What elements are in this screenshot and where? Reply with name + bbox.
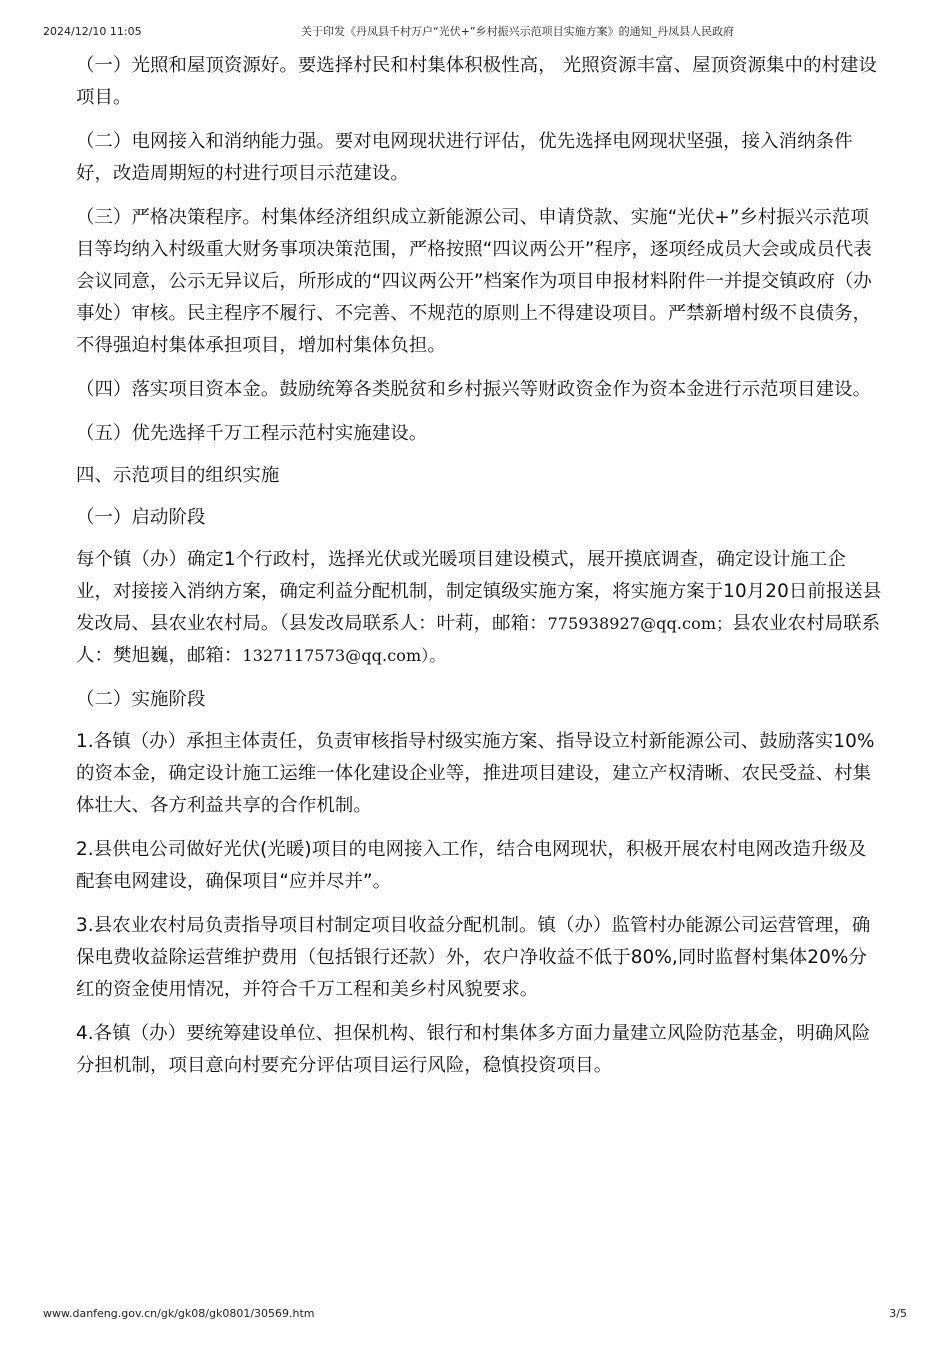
contact-email-agri-bureau: 1327117573@qq.com）。 — [242, 646, 446, 665]
section-heading-implementation: 四、示范项目的组织实施 — [76, 465, 280, 486]
paragraph-sunlight-roof: （一）光照和屋顶资源好。要选择村民和村集体积极性高， 光照资源丰富、屋顶资源集中的村建设项目。 — [76, 55, 878, 108]
launch-text-contact: 县农业农村局联系人：樊旭巍，邮箱： — [76, 613, 881, 666]
paragraph-launch-details — [76, 544, 882, 672]
document-title: 关于印发《丹凤县千村万户“光伏+”乡村振兴示范项目实施方案》的通知_丹凤县人民政府 — [301, 25, 735, 38]
paragraph-capital: （四）落实项目资本金。鼓励统筹各类脱贫和乡村振兴等财政资金作为资本金进行示范项目建设。 — [76, 379, 872, 400]
paragraph-item-1: 1.各镇（办）承担主体责任，负责审核指导村级实施方案、指导设立村新能源公司、鼓励落实10%的资本金，确定设计施工运维一体化建设企业等，推进项目建设，建立产权清晰、农民受益、村集体壮大、各方利益共享的合作机制。 — [76, 731, 875, 816]
print-header — [43, 24, 907, 40]
paragraph-decision-procedure: （三）严格决策程序。村集体经济组织成立新能源公司、申请贷款、实施“光伏+”乡村振兴示范项目等均纳入村级重大财务事项决策范围，严格按照“四议两公开”程序，逐项经成员大会或成员代表会议同意，公示无异议后，所形成的“四议两公开”档案作为项目申报材料附件一并提交镇政府（办事处）审核。民主程序不履行、不完善、不规范的原则上不得建设项目。严禁新增村级不良债务，不得强迫村集体承担项目，增加村集体负担。 — [76, 207, 872, 356]
page-url: www.danfeng.gov.cn/gk/gk08/gk0801/30569.htm — [43, 1307, 315, 1320]
paragraph-model-village: （五）优先选择千万工程示范村实施建设。 — [76, 423, 428, 444]
paragraph-item-4: 4.各镇（办）要统筹建设单位、担保机构、银行和村集体多方面力量建立风险防范基金，明确风险分担机制，项目意向村要充分评估项目运行风险，稳慎投资项目。 — [76, 1023, 871, 1076]
subheading-implementation-stage: （二）实施阶段 — [76, 689, 206, 710]
print-footer — [43, 1306, 907, 1322]
launch-text: 每个镇（办）确定1个行政村，选择光伏或光暖项目建设模式，展开摸底调查，确定设计施工企业，对接接入消纳方案，确定利益分配机制，制定镇级实施方案，将实施方案于10月20日前报送县发改局、县农业农村局。（县发改局联系人：叶莉，邮箱： — [76, 549, 882, 634]
paragraph-item-2: 2.县供电公司做好光伏(光暖)项目的电网接入工作，结合电网现状，积极开展农村电网改造升级及配套电网建设，确保项目“应并尽并”。 — [76, 839, 867, 892]
contact-email-dev-bureau: 775938927@qq.com； — [547, 614, 733, 633]
page-number: 3/5 — [889, 1307, 907, 1320]
paragraph-grid-access: （二）电网接入和消纳能力强。要对电网现状进行评估，优先选择电网现状坚强，接入消纳条件好，改造周期短的村进行项目示范建设。 — [76, 131, 853, 184]
subheading-launch-stage: （一）启动阶段 — [76, 507, 206, 528]
document-body — [76, 50, 882, 1094]
paragraph-item-3: 3.县农业农村局负责指导项目村制定项目收益分配机制。镇（办）监管村办能源公司运营管理，确保电费收益除运营维护费用（包括银行还款）外，农户净收益不低于80%,同时监督村集体20%分红的资金使用情况，并符合千万工程和美乡村风貌要求。 — [76, 915, 871, 1000]
print-timestamp: 2024/12/10 11:05 — [43, 25, 142, 38]
